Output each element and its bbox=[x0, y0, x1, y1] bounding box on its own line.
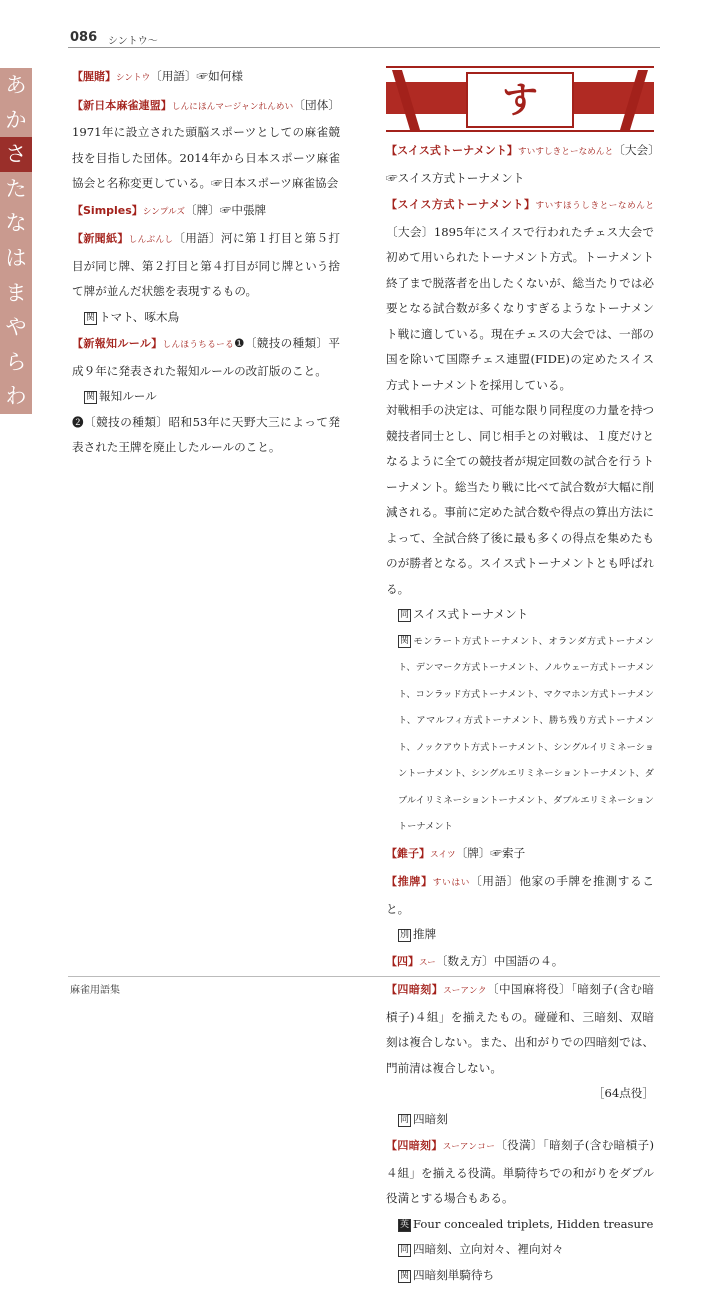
left-column bbox=[72, 64, 340, 462]
related-mark: 関 bbox=[400, 1270, 410, 1281]
kana-tab-1[interactable]: か bbox=[5, 107, 27, 132]
related-term bbox=[386, 922, 654, 948]
related-mark: 関 bbox=[86, 392, 96, 402]
entry-headword: 【四暗刻】 bbox=[386, 1139, 443, 1152]
related-text: 報知ルール bbox=[99, 389, 157, 403]
kana-tab-6[interactable]: ま bbox=[5, 280, 27, 305]
related-mark: 関 bbox=[400, 635, 410, 646]
entry-headword: 【推牌】 bbox=[386, 875, 433, 888]
entry-headword: 【錐子】 bbox=[386, 846, 430, 860]
related-mark: 別 bbox=[400, 930, 410, 940]
related-term bbox=[72, 384, 340, 410]
entry-headword: 【スイス式トーナメント】 bbox=[386, 144, 518, 157]
entry-headword: 【Simples】 bbox=[72, 203, 143, 217]
kana-tab-9[interactable]: わ bbox=[5, 384, 27, 409]
entry-reading: しんにほんマージャンれんめい bbox=[171, 101, 294, 112]
related-text: モンラート方式トーナメント、オランダ方式トーナメント、デンマーク方式トーナメント、ノルウェー方式トーナメント、コンラッド方式トーナメント、マクマホン方式トーナメント、アマルフィ方式トーナメント、勝ち残り方式トーナメント、ノックアウト方式トーナメント、シングルイリミネーショントーナメント、シングルエリミネーショントーナメント、ダブルイリミネーショントーナメント、ダブルエリミネーショントーナメント bbox=[398, 635, 654, 832]
entry-points-row bbox=[386, 1081, 654, 1107]
kana-tab-3[interactable]: た bbox=[5, 176, 27, 201]
dictionary-entry bbox=[386, 977, 654, 1132]
kana-tab-4[interactable]: な bbox=[5, 211, 27, 236]
entry-reading: シントウ bbox=[116, 73, 151, 83]
entry-text: 【推牌】すいはい〔用語〕他家の手牌を推測すること。 bbox=[386, 874, 654, 916]
banner-plate bbox=[466, 72, 574, 128]
right-column bbox=[386, 66, 654, 1289]
entry-headword: 【新聞紙】 bbox=[72, 232, 129, 245]
related-mark: 英 bbox=[400, 1219, 410, 1230]
kana-tab-7[interactable]: や bbox=[5, 315, 27, 340]
entry-text: 【スイス式トーナメント】すいすしきとーなめんと〔大会〕☞スイス方式トーナメント bbox=[386, 143, 654, 185]
entry-headword: 【四暗刻】 bbox=[386, 983, 444, 996]
entry-reading: しんぶんし bbox=[128, 235, 174, 245]
dictionary-entry bbox=[386, 869, 654, 948]
entry-headword: 【スイス方式トーナメント】 bbox=[386, 198, 536, 211]
related-text: 四暗刻単騎待ち bbox=[413, 1267, 495, 1282]
entry-reading: シンプルズ bbox=[142, 206, 185, 217]
dictionary-entry bbox=[386, 1133, 654, 1288]
entry-reading: すいすほうしきとーなめんと bbox=[535, 201, 654, 211]
entry-reading: スーアンク bbox=[443, 986, 487, 996]
entry-reading: すいはい bbox=[432, 878, 471, 888]
related-text: Four concealed triplets, Hidden treasure bbox=[413, 1216, 654, 1231]
entry-text: 対戦相手の決定は、可能な限り同程度の力量を持つ競技者同士とし、同じ相手との対戦は、１度だけとなるように全ての競技者が規定回数の試合を行うトーナメント。総当たり戦に比べて試合数が大幅に削減される。事前に定めた試合数や得点の算出方法によって、全試合終了後に最も多くの得点を集めたものが勝者となる。スイス式トーナメントとも呼ばれる。 bbox=[386, 403, 654, 596]
dictionary-entry bbox=[72, 198, 340, 226]
related-mark: 関 bbox=[86, 312, 96, 323]
related-term bbox=[386, 1107, 654, 1133]
dictionary-entry bbox=[386, 841, 654, 869]
entry-headword: 【新日本麻雀連盟】 bbox=[72, 98, 172, 112]
related-mark: 同 bbox=[400, 1114, 410, 1125]
dictionary-entry bbox=[386, 138, 654, 191]
related-text: トマト、啄木鳥 bbox=[99, 309, 180, 324]
entry-text: 【新日本麻雀連盟】しんにほんマージャンれんめい〔団体〕1971年に設立された頭脳スポーツとしての麻雀競技を目指した団体。2014年から日本スポーツ麻雀協会と名称変更している。☞日本スポーツ麻雀協会 bbox=[72, 97, 340, 190]
banner-ornament-right bbox=[620, 70, 648, 130]
entry-text: 【錐子】スイツ〔牌〕☞索子 bbox=[386, 845, 526, 860]
entry-text: 【新聞紙】しんぶんし〔用語〕河に第１打目と第５打目が同じ牌、第２打目と第４打目が同じ牌という捨て牌が並んだ状態を表現するもの。 bbox=[72, 231, 340, 298]
entry-text: 【四暗刻】スーアンコー〔役満〕「暗刻子(含む暗槓子)４組」を揃える役満。単騎待ちでの和がりをダブル役満とする場合もある。 bbox=[386, 1138, 655, 1205]
related-mark: 同 bbox=[400, 610, 410, 620]
related-text: スイス式トーナメント bbox=[413, 607, 529, 621]
related-text: 四暗刻 bbox=[413, 1111, 448, 1126]
entry-text: ❷〔競技の種類〕昭和53年に天野大三によって発表された王牌を廃止したルールのこと。 bbox=[72, 414, 340, 454]
entry-text: 【新報知ルール】しんほうちるーる❶〔競技の種類〕平成９年に発表された報知ルールの改訂版のこと。 bbox=[72, 336, 340, 378]
dictionary-entry bbox=[386, 192, 654, 840]
dictionary-entry bbox=[386, 949, 654, 977]
page-number: 086 bbox=[70, 30, 98, 45]
entry-text: 【スイス方式トーナメント】すいすほうしきとーなめんと〔大会〕1895年にスイスで行われたチェス大会で初めて用いられたトーナメント方式。トーナメント終了まで脱落者を出したくないが、総当たりでは必要となる試合数が多くなりすぎるようなトーナメント戦に適している。現在チェスの大会では、一部の国を除いて国際チェス連盟(FIDE)の定めたスイス方式トーナメントを採用している。 bbox=[386, 198, 654, 392]
kana-index-tabs bbox=[0, 68, 32, 414]
entry-text: 【腥賭】シントウ〔用語〕☞如何様 bbox=[72, 69, 243, 83]
dictionary-entry bbox=[72, 226, 340, 330]
related-term bbox=[386, 628, 654, 840]
dictionary-entry bbox=[72, 93, 340, 197]
related-term bbox=[386, 1237, 654, 1263]
related-mark: 同 bbox=[400, 1245, 410, 1255]
banner-ornament-left bbox=[392, 70, 420, 130]
entry-text: 【四】スー〔数え方〕中国語の４。 bbox=[386, 953, 564, 968]
kana-tab-0[interactable]: あ bbox=[5, 73, 27, 97]
dictionary-entry bbox=[72, 331, 340, 461]
running-head: シントウ〜 bbox=[108, 36, 158, 47]
related-text: 推牌 bbox=[413, 927, 437, 941]
kana-tab-8[interactable]: ら bbox=[5, 349, 27, 374]
entry-text: 【Simples】シンプルズ〔牌〕☞中張牌 bbox=[72, 202, 267, 217]
entry-points: ［64点役］ bbox=[592, 1086, 654, 1100]
entry-reading: すいすしきとーなめんと bbox=[518, 147, 614, 157]
kana-tab-5[interactable]: は bbox=[5, 245, 27, 270]
entry-reading: スー bbox=[419, 957, 436, 968]
entry-headword: 【四】 bbox=[386, 954, 419, 968]
section-kana: す bbox=[501, 79, 538, 121]
related-term bbox=[386, 1263, 654, 1289]
related-term bbox=[386, 602, 654, 628]
related-term bbox=[386, 1212, 654, 1238]
page-header bbox=[68, 30, 660, 48]
entry-reading: スイツ bbox=[430, 849, 456, 860]
dictionary-entry bbox=[72, 64, 340, 92]
related-text: 四暗刻、立向対々、裡向対々 bbox=[413, 1242, 564, 1256]
entry-reading: しんほうちるーる bbox=[162, 340, 235, 350]
kana-tab-2[interactable]: さ bbox=[0, 137, 32, 172]
entry-text: 【四暗刻】スーアンク〔中国麻将役〕「暗刻子(含む暗槓子)４組」を揃えたもの。碰碰和、三暗刻、双暗刻は複合しない。また、出和がりでの四暗刻では、門前清は複合しない。 bbox=[386, 982, 655, 1075]
entry-headword: 【新報知ルール】 bbox=[72, 337, 163, 350]
book-title: 麻雀用語集 bbox=[70, 985, 120, 996]
section-banner bbox=[386, 66, 654, 132]
entry-reading: スーアンコー bbox=[442, 1142, 496, 1152]
related-term bbox=[72, 305, 340, 331]
entry-headword: 【腥賭】 bbox=[72, 70, 116, 83]
